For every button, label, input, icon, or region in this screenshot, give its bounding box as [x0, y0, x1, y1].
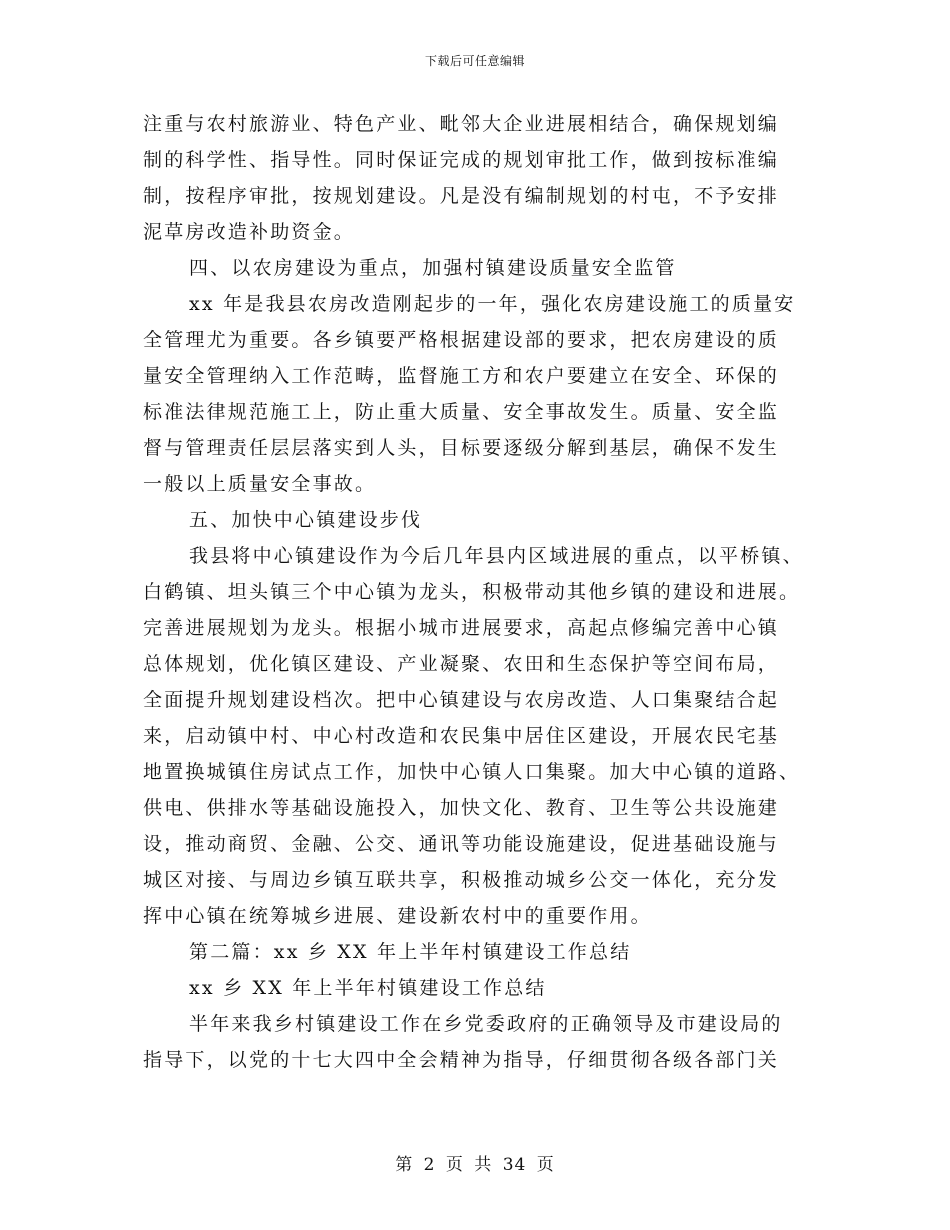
body-line: 白鹤镇、坦头镇三个中心镇为龙头，积极带动其他乡镇的建设和进展。: [143, 581, 801, 603]
section-heading: 五、加快中心镇建设步伐: [189, 509, 423, 531]
body-line: 地置换城镇住房试点工作，加快中心镇人口集聚。加大中心镇的道路、: [143, 761, 801, 783]
body-line: xx 年是我县农房改造刚起步的一年，强化农房建设施工的质量安: [189, 293, 796, 315]
body-line: 泥草房改造补助资金。: [143, 221, 356, 243]
body-line: 全面提升规划建设档次。把中心镇建设与农房改造、人口集聚结合起: [143, 689, 780, 711]
body-line: 一般以上质量安全事故。: [143, 473, 377, 495]
body-line: 制的科学性、指导性。同时保证完成的规划审批工作，做到按标准编: [143, 149, 780, 171]
page-footer: 第 2 页 共 34 页: [395, 1155, 555, 1175]
document-body: [143, 106, 823, 1078]
body-line: 指导下，以党的十七大四中全会精神为指导，仔细贯彻各级各部门关: [143, 1049, 780, 1071]
body-line: 来，启动镇中村、中心村改造和农民集中居住区建设，开展农民宅基: [143, 725, 780, 747]
chapter-subtitle: xx 乡 XX 年上半年村镇建设工作总结: [189, 977, 547, 999]
body-line: 量安全管理纳入工作范畴，监督施工方和农户要建立在安全、环保的: [143, 365, 780, 387]
body-line: 设，推动商贸、金融、公交、通讯等功能设施建设，促进基础设施与: [143, 833, 780, 855]
body-line: 标准法律规范施工上，防止重大质量、安全事故发生。质量、安全监: [143, 401, 780, 423]
body-line: 完善进展规划为龙头。根据小城市进展要求，高起点修编完善中心镇: [143, 617, 780, 639]
chapter-heading: 第二篇：xx 乡 XX 年上半年村镇建设工作总结: [189, 941, 632, 963]
body-line: 制，按程序审批，按规划建设。凡是没有编制规划的村屯，不予安排: [143, 185, 780, 207]
body-line: 总体规划，优化镇区建设、产业凝聚、农田和生态保护等空间布局，: [143, 653, 780, 675]
body-line: 全管理尤为重要。各乡镇要严格根据建设部的要求，把农房建设的质: [143, 329, 780, 351]
body-line: 我县将中心镇建设作为今后几年县内区域进展的重点，以平桥镇、: [189, 545, 804, 567]
body-line: 供电、供排水等基础设施投入，加快文化、教育、卫生等公共设施建: [143, 797, 780, 819]
body-line: 督与管理责任层层落实到人头，目标要逐级分解到基层，确保不发生: [143, 437, 780, 459]
body-line: 半年来我乡村镇建设工作在乡党委政府的正确领导及市建设局的: [189, 1013, 783, 1035]
section-heading: 四、以农房建设为重点，加强村镇建设质量安全监管: [189, 257, 677, 279]
body-line: 城区对接、与周边乡镇互联共享，积极推动城乡公交一体化，充分发: [143, 869, 780, 891]
page-header: 下载后可任意编辑: [424, 54, 525, 68]
body-line: 挥中心镇在统筹城乡进展、建设新农村中的重要作用。: [143, 905, 652, 927]
body-line: 注重与农村旅游业、特色产业、毗邻大企业进展相结合，确保规划编: [143, 113, 780, 135]
